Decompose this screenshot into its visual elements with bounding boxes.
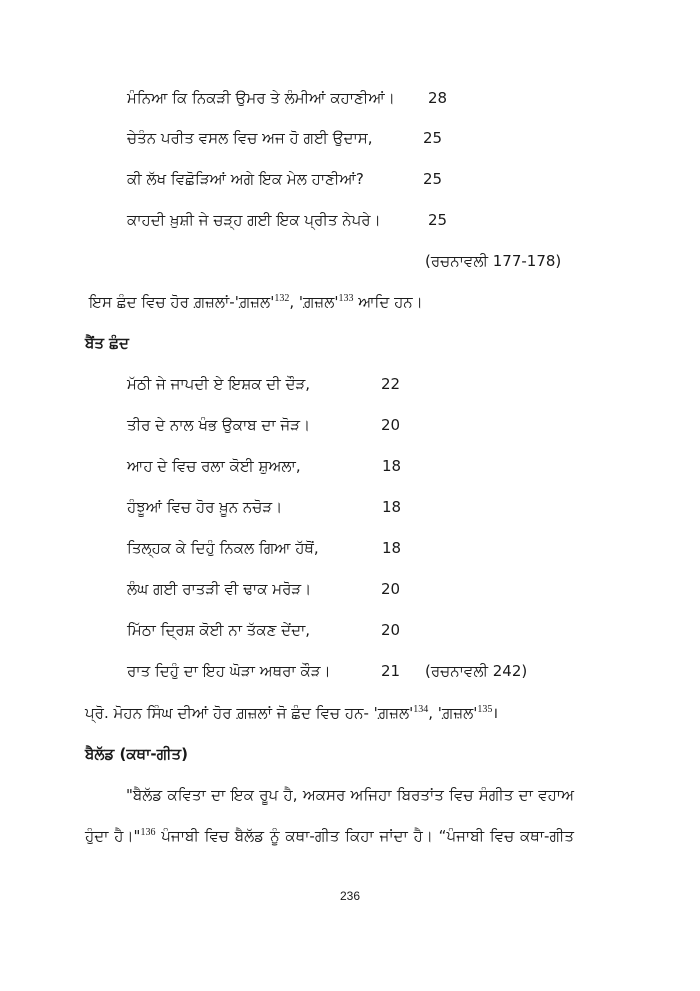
verse-line: ਲੰਘ ਗਈ ਰਾਤੜੀ ਵੀ ਢਾਕ ਮਰੋੜ। bbox=[127, 580, 312, 598]
citation: (ਰਚਨਾਵਲੀ 177-178) bbox=[425, 252, 562, 270]
note-text: ਪ੍ਰੋ. ਮੋਹਨ ਸਿੰਘ ਦੀਆਂ ਹੋਰ ਗ਼ਜ਼ਲਾਂ ਜੋ ਛੰਦ ਵਿਚ ਹਨ- 'ਗ਼ਜ਼ਲ' bbox=[85, 704, 414, 722]
syllable-count: 25 bbox=[428, 211, 448, 229]
syllable-count: 20 bbox=[381, 580, 401, 598]
note-text: ਆਦਿ ਹਨ। bbox=[353, 293, 423, 311]
verse-line: ਮਿੱਠਾ ਦ੍ਰਿਸ਼ ਕੋਈ ਨਾ ਤੱਕਣ ਦੇਂਦਾ, bbox=[127, 621, 311, 639]
verse-line: ਆਹ ਦੇ ਵਿਚ ਰਲਾ ਕੋਈ ਸ਼ੁਅਲਾ, bbox=[127, 457, 301, 475]
syllable-count: 22 bbox=[381, 375, 401, 393]
section-heading: ਬੈਂਤ ਛੰਦ bbox=[85, 334, 129, 352]
note-text: । bbox=[492, 704, 499, 722]
syllable-count: 28 bbox=[428, 89, 448, 107]
verse-line: ਹੰਝੂਆਂ ਵਿਚ ਹੋਰ ਖ਼ੂਨ ਨਚੋੜ। bbox=[127, 498, 283, 516]
syllable-count: 25 bbox=[423, 129, 443, 147]
verse-line: ਤੀਰ ਦੇ ਨਾਲ ਖੰਭ ਉਕਾਬ ਦਾ ਜੋੜ। bbox=[127, 416, 311, 434]
citation: (ਰਚਨਾਵਲੀ 242) bbox=[425, 662, 528, 680]
verse-line: ਮੰਨਿਆ ਕਿ ਨਿਕੜੀ ਉਮਰ ਤੇ ਲੰਮੀਆਂ ਕਹਾਣੀਆਂ। bbox=[127, 89, 395, 107]
paragraph-line: "ਬੈਲੱਡ ਕਵਿਤਾ ਦਾ ਇਕ ਰੂਪ ਹੈ, ਅਕਸਰ ਅਜਿਹਾ ਬਿਰਤਾਂਤ ਵਿਚ ਸੰਗੀਤ ਦਾ ਵਹਾਅ bbox=[126, 786, 574, 804]
syllable-count: 18 bbox=[382, 498, 402, 516]
footnote-ref: 132 bbox=[274, 293, 290, 304]
verse-line: ਰਾਤ ਦਿਹੁੰ ਦਾ ਇਹ ਘੋੜਾ ਅਥਰਾ ਕੌੜ। bbox=[127, 662, 331, 680]
syllable-count: 18 bbox=[382, 457, 402, 475]
verse-line: ਤਿਲ੍ਹਕ ਕੇ ਦਿਹੁੰ ਨਿਕਲ ਗਿਆ ਹੱਥੋਂ, bbox=[127, 539, 319, 557]
footnote-ref: 134 bbox=[413, 704, 429, 715]
syllable-count: 20 bbox=[381, 416, 401, 434]
paragraph-text: ਹੁੰਦਾ ਹੈ।" bbox=[85, 827, 141, 845]
paragraph-line bbox=[85, 826, 574, 846]
syllable-count: 20 bbox=[381, 621, 401, 639]
footnote-ref: 136 bbox=[140, 827, 156, 838]
syllable-count: 21 bbox=[381, 662, 401, 680]
note-text: ਇਸ ਛੰਦ ਵਿਚ ਹੋਰ ਗ਼ਜ਼ਲਾਂ-'ਗ਼ਜ਼ਲ' bbox=[89, 293, 275, 311]
verse-line: ਮੱਠੀ ਜੇ ਜਾਪਦੀ ਏ ਇਸ਼ਕ ਦੀ ਦੌੜ, bbox=[127, 375, 311, 393]
paragraph-text: ਪੰਜਾਬੀ ਵਿਚ ਬੈਲੱਡ ਨੂੰ ਕਥਾ-ਗੀਤ ਕਿਹਾ ਜਾਂਦਾ ਹੈ। “ਪੰਜਾਬੀ ਵਿਚ ਕਥਾ-ਗੀਤ bbox=[155, 827, 574, 845]
note-text: , 'ਗ਼ਜ਼ਲ' bbox=[289, 293, 339, 311]
verse-line: ਚੇਤੰਨ ਪਰੀਤ ਵਸਲ ਵਿਚ ਅਜ ਹੋ ਗਈ ਉਦਾਸ, bbox=[127, 129, 373, 147]
section-heading: ਬੈਲੱਡ (ਕਥਾ-ਗੀਤ) bbox=[85, 745, 188, 763]
note-text: , 'ਗ਼ਜ਼ਲ' bbox=[428, 704, 478, 722]
note-line bbox=[89, 292, 423, 312]
note-line bbox=[85, 703, 498, 723]
verse-line: ਕੀ ਲੱਖ ਵਿਛੋੜਿਆਂ ਅਗੇ ਇਕ ਮੇਲ ਹਾਣੀਆਂ? bbox=[127, 170, 364, 188]
footnote-ref: 135 bbox=[477, 704, 493, 715]
footnote-ref: 133 bbox=[338, 293, 354, 304]
syllable-count: 25 bbox=[423, 170, 443, 188]
page-number: 236 bbox=[339, 889, 361, 903]
verse-line: ਕਾਹਦੀ ਖ਼ੁਸ਼ੀ ਜੇ ਚੜ੍ਹ ਗਈ ਇਕ ਪ੍ਰੀਤ ਨੇਪਰੇ। bbox=[127, 211, 381, 229]
syllable-count: 18 bbox=[382, 539, 402, 557]
